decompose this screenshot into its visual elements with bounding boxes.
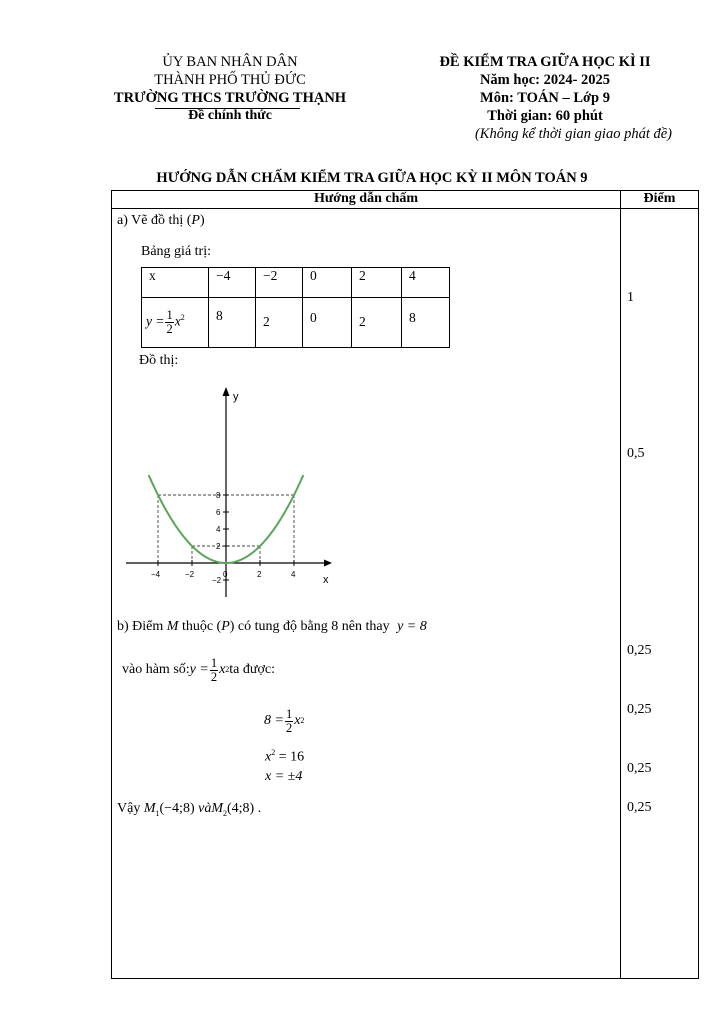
equation-3: x = ±4 xyxy=(265,769,303,784)
graph-label: Đồ thị: xyxy=(139,353,179,368)
values-label: Bảng giá trị: xyxy=(141,244,211,259)
header-row-divider xyxy=(111,208,698,209)
score-part-b-3: 0,25 xyxy=(627,761,652,776)
exam-header xyxy=(400,53,690,143)
part-b-line1: b) Điểm M thuộc (P) có tung độ bằng 8 nên thay y = 8 xyxy=(117,619,427,634)
y-cell: 0 xyxy=(303,298,352,348)
x-cell: 0 xyxy=(303,268,352,298)
equation-2: $x^2 = 16$ xyxy=(265,748,305,765)
score-part-b-1: 0,25 xyxy=(627,643,652,658)
y-axis-arrow xyxy=(223,387,230,396)
y-tick-label: 8 xyxy=(216,491,221,500)
score-part-a-table: 1 xyxy=(627,290,634,305)
page-title: HƯỚNG DẪN CHẤM KIỂM TRA GIỮA HỌC KỲ II MÔN TOÁN 9 xyxy=(156,170,588,186)
equation-1: 8 = $\frac{1}{2}$ x 2 xyxy=(264,706,305,735)
y-tick-label: −2 xyxy=(212,576,222,585)
y-cell: 2 xyxy=(352,298,402,348)
column-divider xyxy=(620,190,621,978)
city-name: THÀNH PHỐ THỦ ĐỨC xyxy=(154,72,306,88)
y-cell: 2 xyxy=(256,298,303,348)
part-b-line2: vào hàm số: y = $\frac{1}{2}$ x 2 ta được: xyxy=(122,655,275,684)
score-part-a-graph: 0,5 xyxy=(627,446,645,461)
school-year: Năm học: 2024- 2025 xyxy=(479,72,611,88)
score-column-header: Điểm xyxy=(643,191,676,206)
committee-name: ỦY BAN NHÂN DÂN xyxy=(162,54,298,70)
part-a-heading: a) Vẽ đồ thị (P) xyxy=(117,213,205,228)
guide-column-header: Hướng dẫn chấm xyxy=(313,191,419,206)
x-tick-label: 2 xyxy=(257,570,262,579)
x-axis-label: x xyxy=(323,574,329,586)
school-name: TRƯỜNG THCS TRƯỜNG THẠNH xyxy=(113,90,347,106)
exam-title: ĐỀ KIỂM TRA GIỮA HỌC KÌ II xyxy=(439,54,651,70)
parabola-graph xyxy=(118,382,348,604)
x-axis-arrow xyxy=(324,560,332,567)
duration: Thời gian: 60 phút xyxy=(487,108,603,124)
subject: Môn: TOÁN – Lớp 9 xyxy=(480,90,610,106)
x-cell: 2 xyxy=(352,268,402,298)
score-part-b-4: 0,25 xyxy=(627,800,652,815)
y-cell: 8 xyxy=(209,298,256,348)
x-cell: 4 xyxy=(402,268,450,298)
score-part-b-2: 0,25 xyxy=(627,702,652,717)
value-table xyxy=(141,267,450,348)
school-header xyxy=(80,53,380,125)
y-tick-label: 6 xyxy=(216,508,221,517)
x-cell: −4 xyxy=(209,268,256,298)
x-tick-label: −2 xyxy=(185,570,195,579)
y-axis-label: y xyxy=(233,391,239,403)
y-cell: 8 xyxy=(402,298,450,348)
x-cell: −2 xyxy=(256,268,303,298)
school-underline xyxy=(155,108,300,109)
y-tick-label: 4 xyxy=(216,525,221,534)
duration-note: (Không kể thời gian giao phát đề) xyxy=(474,126,672,142)
official-label: Đề chính thức xyxy=(188,108,272,123)
x-row-label: x xyxy=(142,268,209,298)
x-tick-label: 0 xyxy=(223,570,228,579)
conclusion: Vậy $M_1(-4;8)$ vàM$_2$(4;8) . xyxy=(117,801,262,818)
x-tick-label: −4 xyxy=(151,570,161,579)
y-row-label: y = $\frac{1}{2}$ $x^2$ xyxy=(142,298,209,348)
y-tick-label: 2 xyxy=(216,542,221,551)
x-tick-label: 4 xyxy=(291,570,296,579)
